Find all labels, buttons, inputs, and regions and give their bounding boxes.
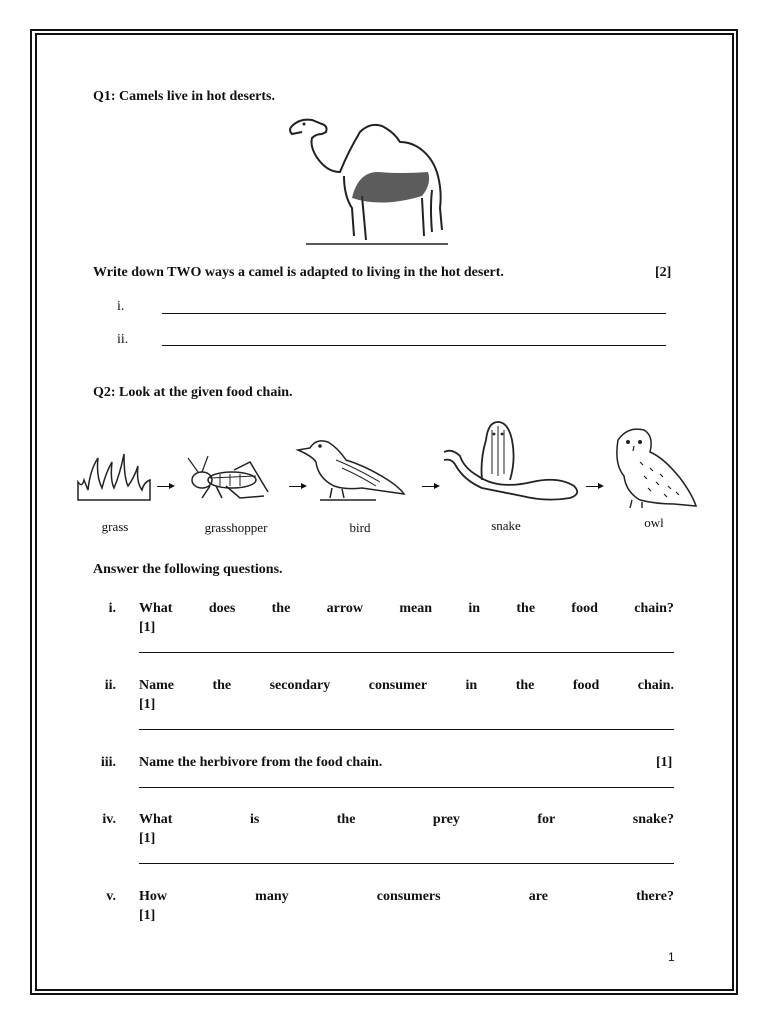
subq-1-word: in (468, 601, 481, 616)
q1-marks: [2] (655, 265, 672, 280)
subq-2-answer-line[interactable] (139, 729, 674, 730)
grasshopper-icon (180, 456, 272, 502)
subq-5-number: v. (106, 889, 116, 904)
subq-4-word: snake? (632, 812, 674, 827)
arrow-icon (157, 486, 173, 487)
subq-4-word: for (537, 812, 556, 827)
subq-3-marks: [1] (656, 755, 673, 770)
subq-5-text (139, 889, 674, 905)
subq-5-word: many (255, 889, 289, 904)
grass-icon (76, 452, 152, 502)
subq-4-word: is (249, 812, 260, 827)
subq-1-word: mean (399, 601, 432, 616)
subq-4-text (139, 812, 674, 828)
bird-icon (296, 434, 408, 504)
subq-1-word: the (271, 601, 291, 616)
subq-1-text (139, 601, 674, 617)
subq-1-number: i. (108, 601, 116, 616)
subq-2-word: food (572, 678, 600, 693)
q1-answer-2-numeral: ii. (117, 332, 129, 347)
q1-heading: Q1: Camels live in hot deserts. (93, 89, 275, 104)
subq-4-marks: [1] (139, 831, 156, 846)
subq-2-word: chain. (637, 678, 674, 693)
food-chain-label-snake: snake (491, 518, 521, 533)
subq-1-word: food (571, 601, 598, 616)
subq-5-word: are (528, 889, 548, 904)
subq-3-number: iii. (100, 755, 116, 770)
subq-2-word: consumer (368, 678, 428, 693)
subq-2-word: secondary (269, 678, 331, 693)
q1-answer-1-line[interactable] (162, 313, 666, 314)
arrow-icon (422, 486, 438, 487)
camel-illustration (282, 112, 452, 248)
snake-icon (442, 420, 582, 504)
subq-4-word: prey (432, 812, 460, 827)
subq-2-text (139, 678, 674, 694)
food-chain-label-owl: owl (644, 515, 664, 530)
subq-1-word: the (516, 601, 536, 616)
subq-2-number: ii. (104, 678, 116, 693)
q1-answer-2-line[interactable] (162, 345, 666, 346)
subq-5-word: How (139, 889, 167, 904)
subq-5-marks: [1] (139, 908, 156, 923)
subq-2-marks: [1] (139, 697, 156, 712)
subq-5-word: there? (636, 889, 674, 904)
food-chain-label-grass: grass (101, 519, 129, 534)
subq-1-word: does (208, 601, 236, 616)
arrow-icon (586, 486, 602, 487)
subq-2-word: Name (139, 678, 174, 693)
food-chain-label-bird: bird (349, 520, 371, 535)
subq-1-word: chain? (634, 601, 674, 616)
subq-4-word: What (139, 812, 173, 827)
subq-2-word: in (465, 678, 478, 693)
subq-5-word: consumers (376, 889, 441, 904)
owl-icon (604, 424, 698, 510)
q2-heading: Q2: Look at the given food chain. (93, 385, 293, 400)
q1-prompt: Write down TWO ways a camel is adapted to living in the hot desert. (93, 265, 504, 280)
subq-1-word: arrow (326, 601, 363, 616)
subq-4-answer-line[interactable] (139, 863, 674, 864)
subq-3-answer-line[interactable] (139, 787, 674, 788)
page-number: 1 (668, 950, 675, 964)
q2-instruction: Answer the following questions. (93, 562, 283, 577)
food-chain-label-grasshopper: grasshopper (204, 520, 268, 535)
subq-4-number: iv. (102, 812, 116, 827)
subq-2-word: the (212, 678, 232, 693)
subq-1-word: What (139, 601, 173, 616)
subq-4-word: the (336, 812, 356, 827)
subq-3-text: Name the herbivore from the food chain. (139, 755, 383, 770)
subq-1-marks: [1] (139, 620, 156, 635)
subq-2-word: the (515, 678, 535, 693)
subq-1-answer-line[interactable] (139, 652, 674, 653)
q1-answer-1-numeral: i. (117, 299, 125, 314)
